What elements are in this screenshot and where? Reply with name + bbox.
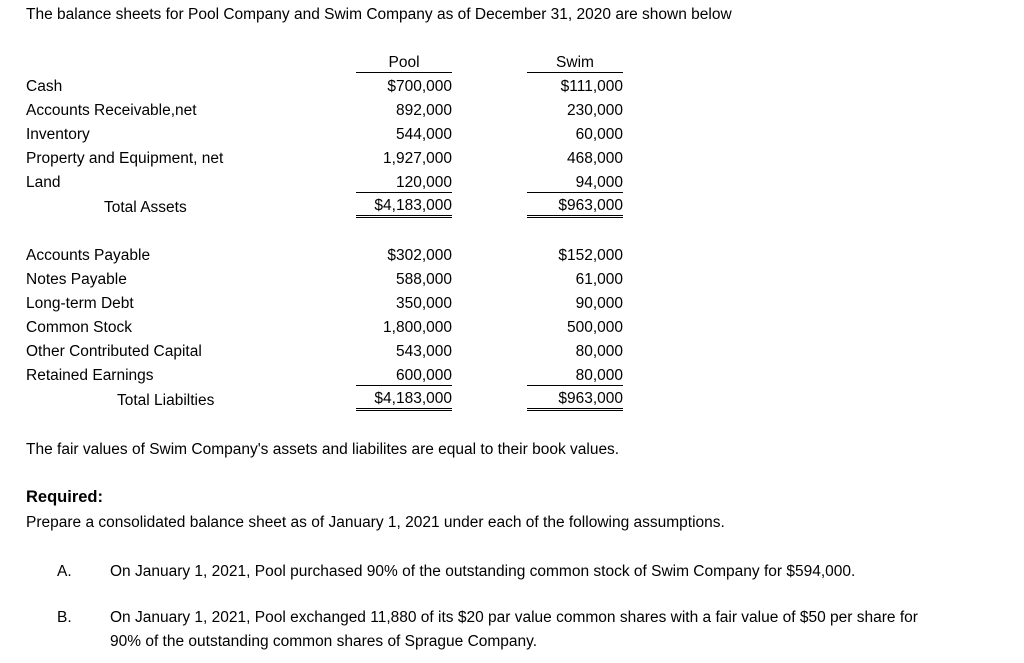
asset-swim-value: 60,000 xyxy=(575,126,623,143)
fair-value-note: The fair values of Swim Company's assets and liabilites are equal to their book values. xyxy=(26,441,620,458)
asset-pool-value: 544,000 xyxy=(395,126,452,143)
required-text: Prepare a consolidated balance sheet as of January 1, 2021 under each of the following assumptions. xyxy=(26,514,725,531)
asset-label: Property and Equipment, net xyxy=(26,150,224,167)
liability-label: Notes Payable xyxy=(26,271,127,288)
total-liabilities-swim: $963,000 xyxy=(527,390,623,411)
liability-pool-value: 1,800,000 xyxy=(383,319,452,336)
asset-pool-value: 1,927,000 xyxy=(383,150,452,167)
liability-swim-value: $152,000 xyxy=(558,247,623,264)
liability-swim-value: 90,000 xyxy=(575,295,623,312)
asset-swim-value: $111,000 xyxy=(560,78,623,95)
column-header-pool: Pool xyxy=(356,54,452,73)
liability-label: Other Contributed Capital xyxy=(26,343,202,360)
total-liabilities-pool: $4,183,000 xyxy=(356,390,452,411)
required-heading: Required: xyxy=(26,488,104,506)
total-assets-swim: $963,000 xyxy=(527,197,623,218)
liability-swim-value: 500,000 xyxy=(566,319,623,336)
asset-label: Inventory xyxy=(26,126,90,143)
liability-swim-value: 80,000 xyxy=(575,343,623,360)
total-liabilities-label: Total Liabilties xyxy=(117,392,215,409)
liability-pool-value: 588,000 xyxy=(395,271,452,288)
liability-label: Accounts Payable xyxy=(26,247,151,264)
total-assets-label: Total Assets xyxy=(104,199,187,216)
assumption-letter: B. xyxy=(57,609,72,626)
liability-label: Common Stock xyxy=(26,319,132,336)
column-header-swim: Swim xyxy=(527,54,623,73)
assumption-text: On January 1, 2021, Pool purchased 90% of the outstanding common stock of Swim Company for $594,000. xyxy=(110,563,856,580)
asset-swim-value: 468,000 xyxy=(566,150,623,167)
liability-swim-value: 80,000 xyxy=(527,367,623,386)
asset-pool-value: 892,000 xyxy=(395,102,452,119)
liability-label: Long-term Debt xyxy=(26,295,134,312)
liability-pool-value: 600,000 xyxy=(356,367,452,386)
assumption-text-continued: 90% of the outstanding common shares of Sprague Company. xyxy=(110,633,538,650)
asset-label: Cash xyxy=(26,78,63,95)
asset-label: Accounts Receivable,net xyxy=(26,102,197,119)
asset-swim-value: 94,000 xyxy=(527,174,623,193)
intro-text: The balance sheets for Pool Company and Swim Company as of December 31, 2020 are shown below xyxy=(26,6,732,23)
assumption-letter: A. xyxy=(57,563,72,580)
asset-label: Land xyxy=(26,174,61,191)
asset-pool-value: $700,000 xyxy=(387,78,452,95)
liability-swim-value: 61,000 xyxy=(575,271,623,288)
liability-pool-value: 350,000 xyxy=(395,295,452,312)
asset-pool-value: 120,000 xyxy=(356,174,452,193)
total-assets-pool: $4,183,000 xyxy=(356,197,452,218)
asset-swim-value: 230,000 xyxy=(566,102,623,119)
liability-pool-value: 543,000 xyxy=(395,343,452,360)
assumption-text: On January 1, 2021, Pool exchanged 11,880 of its $20 par value common shares with a fair value of $50 per share for xyxy=(110,609,918,626)
liability-pool-value: $302,000 xyxy=(387,247,452,264)
liability-label: Retained Earnings xyxy=(26,367,154,384)
